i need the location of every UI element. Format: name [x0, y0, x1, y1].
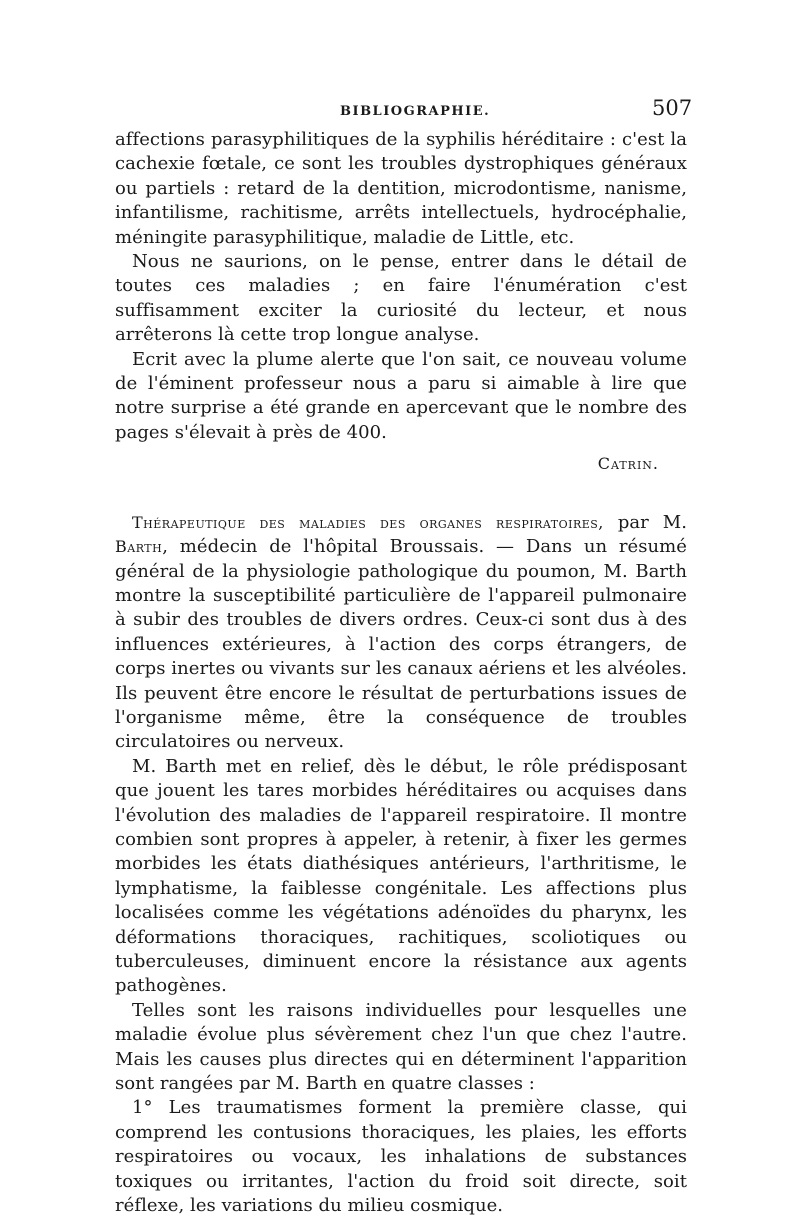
book-title: Thérapeutique des maladies des organes respiratoires,	[132, 512, 604, 532]
paragraph: M. Barth met en relief, dès le début, le rôle prédisposant que jouent les tares morbides héréditaires ou acquises dans l'évolution des maladies de l'appareil respiratoire. Il montre combien sont propres à appeler, à retenir, à fixer les germes morbides les états diathésiques antérieurs, l'arthritisme, le lymphatisme, la faiblesse congénitale. Les affections plus localisées comme les végétations adénoïdes du pharynx, les déformations thoraciques, rachitiques, scoliotiques ou tuberculeuses, diminuent encore la résistance aux agents pathogènes.	[115, 755, 687, 997]
review-signature: Catrin.	[597, 454, 659, 474]
section-gap	[115, 477, 687, 511]
paragraph: affections parasyphilitiques de la syphilis héréditaire : c'est la cachexie fœtale, ce sont les troubles dystrophiques généraux ou partiels : retard de la dentition, microdontisme, nanisme, infantilisme, rachitisme, arrêts intellectuels, hydrocéphalie, méningite parasyphilitique, maladie de Little, etc.	[115, 129, 687, 248]
paragraph-text: par M.	[603, 511, 687, 533]
paragraph: Nous ne saurions, on le pense, entrer dans le détail de toutes ces maladies ; en faire l'énumération c'est suffisamment exciter la curiosité du lecteur, et nous arrêterons là cette trop longue analyse.	[115, 251, 687, 346]
page-body	[115, 128, 687, 1218]
running-title: BIBLIOGRAPHIE.	[340, 104, 491, 119]
paragraph: Ecrit avec la plume alerte que l'on sait, ce nouveau volume de l'éminent professeur nous a paru si aimable à lire que notre surprise a été grande en apercevant que le nombre des pages s'élevait à près de 400.	[115, 348, 687, 443]
paragraph: Telles sont les raisons individuelles pour lesquelles une maladie évolue plus sévèrement chez l'un que chez l'autre. Mais les causes plus directes qui en déterminent l'apparition sont rangées par M. Barth en quatre classes :	[115, 999, 687, 1095]
paragraph-text: , médecin de l'hôpital Broussais. — Dans un résumé général de la physiologie pathologique du poumon, M. Barth montre la susceptibilité particulière de l'appareil pulmonaire à subir des troubles de divers ordres. Ceux-ci sont dus à des influences extérieures, à l'action des corps étrangers, de corps inertes ou vivants sur les canaux aériens et les alvéoles. Ils peuvent être encore le résultat de perturbations issues de l'organisme même, être la conséquence de troubles circulatoires ou nerveux.	[115, 536, 687, 753]
author-name: Barth	[115, 537, 163, 557]
paragraph: 1° Les traumatismes forment la première classe, qui comprend les contusions thoraciques, les plaies, les efforts respiratoires ou vocaux, les inhalations de substances toxiques ou irritantes, l'action du froid soit directe, soit réflexe, les variations du milieu cosmique.	[115, 1097, 687, 1217]
paragraph	[115, 511, 687, 755]
page-number: 507	[652, 96, 693, 120]
